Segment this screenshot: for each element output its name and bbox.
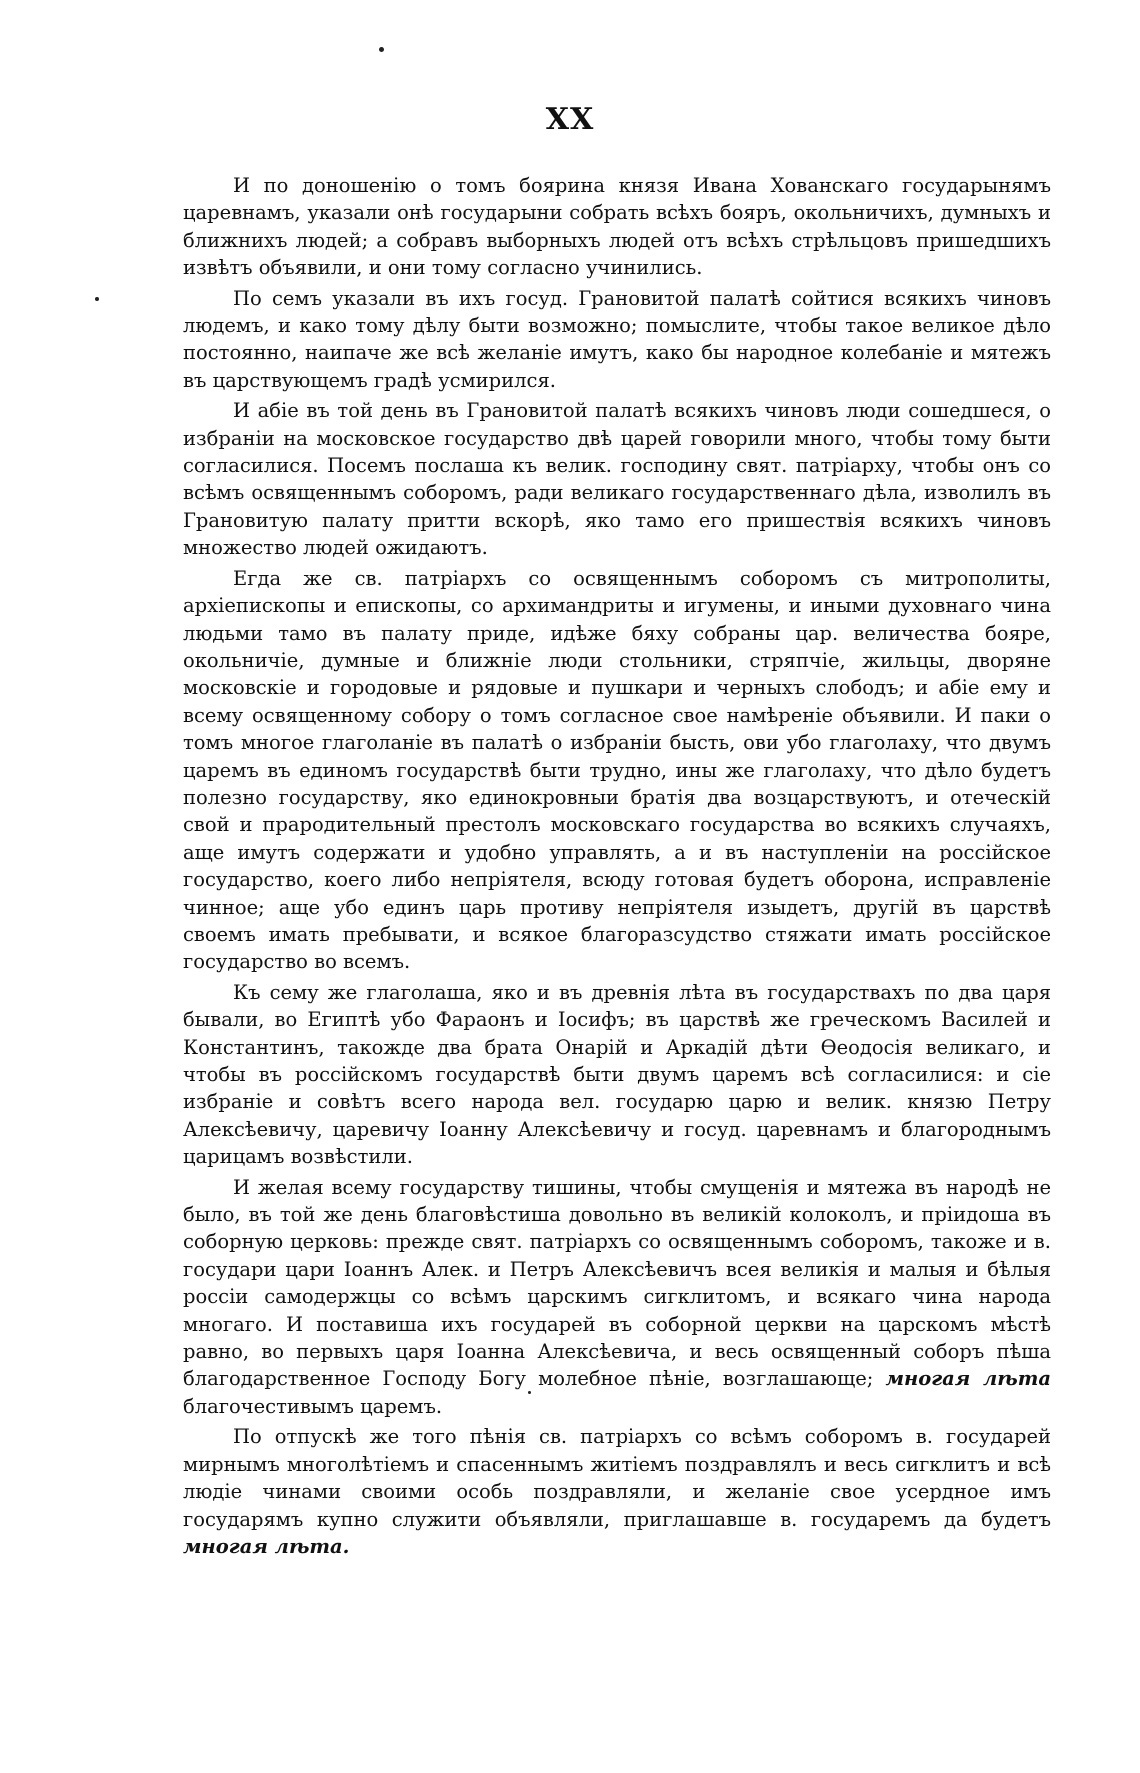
- paragraph: И по доношенію о томъ боярина князя Ивана Хованскаго государынямъ царевнамъ, указали онѣ государыни собрать всѣхъ бояръ, окольничихъ, думныхъ и ближнихъ людей; а собравъ выборныхъ людей отъ всѣхъ стрѣльцовъ пришедшихъ извѣтъ объявили, и они тому согласно учинились.: [183, 174, 1051, 280]
- paragraph: И абіе въ той день въ Грановитой палатѣ всякихъ чиновъ люди сошедшеся, о избраніи на московское государство двѣ царей говорили много, чтобы тому быти согласилися. Посемъ послаша къ велик. господину свят. патріарху, чтобы онъ со всѣмъ освященнымъ соборомъ, ради великаго государственнаго дѣла, изволилъ въ Грановитую палату притти вскорѣ, яко тамо его пришествія всякихъ чиновъ множество людей ожидаютъ.: [183, 399, 1051, 560]
- paragraph-text: По отпускѣ же того пѣнія св. патріархъ со всѣмъ соборомъ в. государей мирнымъ многолѣтіемъ и спасеннымъ житіемъ поздравлялъ и весь сигклитъ и всѣ людіе чинами своими особь поздравляли, и желаніе свое усердное имъ государямъ купно служити объявляли, приглашавше в. государемъ да будетъ: [183, 1425, 1051, 1531]
- paragraph: Къ сему же глаголаша, яко и въ древнія лѣта въ государствахъ по два царя бывали, во Египтѣ убо Фараонъ и Іосифъ; въ царствѣ же греческомъ Василей и Константинъ, такожде два брата Онарій и Аркадій дѣти Өеодосія великаго, и чтобы въ россійскомъ государствѣ быти двумъ царемъ всѣ согласилися: и сіе избраніе и совѣтъ всего народа вел. государю царю и велик. князю Петру Алексѣевичу, царевичу Іоанну Алексѣевичу и госуд. царевнамъ и благороднымъ царицамъ возвѣстили.: [183, 980, 1051, 1169]
- paragraph-text: И желая всему государству тишины, чтобы смущенія и мятежа въ народѣ не было, въ той же день благовѣстиша довольно въ великій колоколъ, и пріидоша въ соборную церковь: прежде свят. патріархъ со освященнымъ соборомъ, такоже и в. государи цари Іоаннъ Алек. и Петръ Алексѣевичъ всея великія и малыя и бѣлыя россіи самодержцы со всѣмъ царскимъ сигклитомъ, и всякаго чина народа многаго. И поставиша ихъ государей въ соборной церкви на царскомъ мѣстѣ равно, во первыхъ царя Іоанна Алексѣевича, и весь освященный соборъ пѣша благодарственное Господу Богу молебное пѣніе, возглашающе;: [183, 1175, 1051, 1391]
- paragraph: [183, 1174, 1051, 1421]
- paragraph: [183, 1423, 1051, 1560]
- print-speck: [379, 47, 384, 52]
- print-speck: [95, 297, 99, 301]
- acclamation-italic: многая лѣта.: [183, 1534, 350, 1558]
- paragraph-tail: благочестивымъ царемъ.: [183, 1394, 443, 1418]
- paragraph: По семъ указали въ ихъ госуд. Грановитой палатѣ сойтися всякихъ чиновъ людемъ, и како тому дѣлу быти возможно; помыслите, чтобы такое великое дѣло постоянно, наипаче же всѣ желаніе имутъ, како бы народное колебаніе и мятежъ въ царствующемъ градѣ усмирился.: [183, 286, 1051, 392]
- paragraph: Егда же св. патріархъ со освященнымъ соборомъ съ митрополиты, архіепископы и епископы, со архимандриты и игумены, и иными духовнаго чина людьми тамо въ палату приде, идѣже бяху собраны цар. величества бояре, окольничіе, думные и ближніе люди стольники, стряпчіе, жильцы, дворяне московскіе и городовые и рядовые и пушкари и черныхъ слободъ; и абіе ему и всему освященному собору о томъ согласное свое намѣреніе объявили. И паки о томъ многое глаголаніе въ палатѣ о избраніи бысть, ови убо глаголаху, что двумъ царемъ въ единомъ государствѣ быти трудно, ины же глаголаху, что дѣло будетъ полезно государству, яко единокровныи братія два возцарствуютъ, и отеческій свой и прародительный престолъ московскаго государства во всякихъ случаяхъ, аще имутъ содержати и удобно управлять, а и въ наступленіи на россійское государство, коего либо непріятеля, всюду готовая будетъ оборона, исправленіе чинное; аще убо единъ царь противу непріятеля изыдетъ, другій въ царствѣ своемъ имать пребывати, и всякое благоразсудство стяжати имать россійское государство во всемъ.: [183, 566, 1051, 974]
- page-number: XX: [545, 102, 595, 137]
- body-text: [183, 172, 1051, 1563]
- acclamation-italic: многая лѣта: [885, 1367, 1051, 1391]
